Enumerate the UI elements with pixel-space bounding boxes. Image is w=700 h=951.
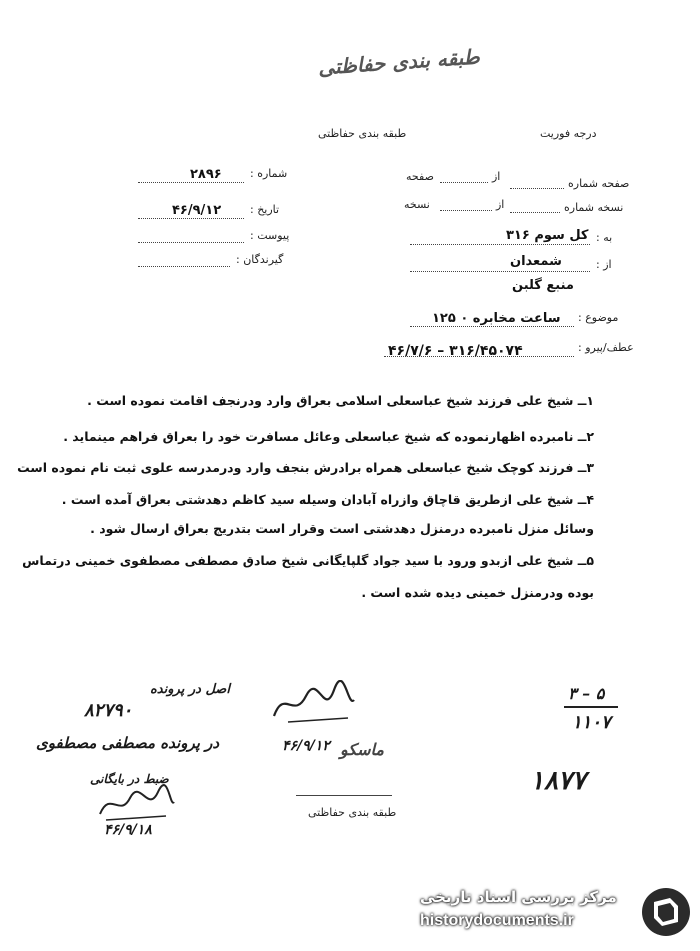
copy-of-label: از xyxy=(496,198,505,211)
to-dots xyxy=(410,243,590,245)
body-line-5: وسائل منزل نامبرده درمنزل دهدشتی است وقرار است بتدریج بعراق ارسال شود . xyxy=(90,521,594,536)
copy-number-dots xyxy=(510,211,560,213)
watermark-title: مرکز بررسی اسناد تاریخی xyxy=(420,888,617,906)
body-line-3: ۳ــ فرزند کوچک شیخ عباسعلی همراه برادرش بنجف وارد ودرمدرسه علوی ثبت نام نموده است xyxy=(17,460,594,475)
from-dots xyxy=(410,270,590,272)
signature-date: ۴۶/۹/۱۲ xyxy=(282,738,330,754)
watermark-url: historydocuments.ir xyxy=(420,912,574,929)
copy-number-label: نسخه شماره xyxy=(564,201,624,214)
handwritten-signature-center xyxy=(268,680,358,726)
copy-label: نسخه xyxy=(404,198,430,211)
urgency-label: درجه فوریت xyxy=(540,127,597,140)
to-label: به : xyxy=(596,231,613,244)
body-line-1: ۱ــ شیخ علی فرزند شیخ عباسعلی اسلامی بعراق وارد ودرنجف اقامت نموده است . xyxy=(87,393,594,408)
header-classification-label: طبقه بندی حفاظتی xyxy=(318,127,407,140)
to-value: کل سوم ۳۱۶ xyxy=(506,228,589,243)
header-stamp: طبقه بندی حفاظتی xyxy=(317,44,481,80)
subject-value: ساعت مخابره ۰ ۱۲۵ xyxy=(432,311,561,326)
subject-label: موضوع : xyxy=(578,311,619,324)
recipients-label: گیرندگان : xyxy=(236,253,284,266)
right-fraction-top: ۳ – ۵ xyxy=(568,684,605,703)
ref-number-note: ۸۲۷۹۰ xyxy=(84,700,133,721)
from-value: شمعدان xyxy=(510,254,562,269)
source-value: منبع گلبن xyxy=(512,278,574,293)
watermark-logo-icon xyxy=(640,886,692,938)
recipients-dots xyxy=(138,265,230,267)
note-archive: ضبط در بایگانی xyxy=(90,772,169,786)
attachment-dots xyxy=(138,241,244,243)
date-value: ۴۶/۹/۱۲ xyxy=(172,203,222,218)
handwritten-signature-left xyxy=(96,784,176,824)
page-of-label: از xyxy=(492,170,501,183)
footer-classification-label: طبقه بندی حفاظتی xyxy=(308,806,397,819)
body-line-6: ۵ــ شیخ علی ازبدو ورود با سید جواد گلپایگانی شیخ صادق مصطفی مصطفوی خمینی درتماس xyxy=(22,553,594,568)
date-label: تاریخ : xyxy=(250,203,280,216)
number-label: شماره : xyxy=(250,167,288,180)
from-label: از : xyxy=(596,258,612,271)
right-fraction-bottom: ۱۱۰۷ xyxy=(572,712,611,733)
number-value: ۲۸۹۶ xyxy=(190,167,222,182)
note-dossier: در پرونده مصطفی مصطفوی xyxy=(36,734,220,752)
attachment-label: پیوست : xyxy=(250,229,290,242)
body-line-2: ۲ــ نامبرده اظهارنموده که شیخ عباسعلی وعائل مسافرت خود را بعراق فراهم مینماید . xyxy=(63,429,594,444)
page-label: صفحه xyxy=(406,170,434,183)
page-number-label: صفحه شماره xyxy=(568,177,630,190)
ref-label: عطف/پیرو : xyxy=(578,341,634,354)
body-line-4: ۴ــ شیخ علی ازطریق قاچاق وازراه آبادان وسیله سید کاظم دهدشتی بعراق آمده است . xyxy=(61,492,594,507)
right-fraction-line xyxy=(564,706,618,708)
body-line-7: بوده ودرمنزل خمینی دیده شده است . xyxy=(361,585,594,600)
right-scribble: ۱۸۷۷ xyxy=(530,766,586,796)
note-date: ۴۶/۹/۱۸ xyxy=(104,822,152,838)
signature-mid-text: ماسکو xyxy=(340,740,384,759)
page-number-dots xyxy=(510,187,564,189)
footer-divider xyxy=(296,795,392,796)
watermark xyxy=(408,882,696,946)
copy-of-dots xyxy=(440,209,492,211)
page-of-dots xyxy=(440,181,488,183)
note-top-left: اصل در پرونده xyxy=(150,682,230,697)
ref-value: ۴۶/۷/۶ – ۳۱۶/۴۵۰۷۴ xyxy=(388,343,523,359)
